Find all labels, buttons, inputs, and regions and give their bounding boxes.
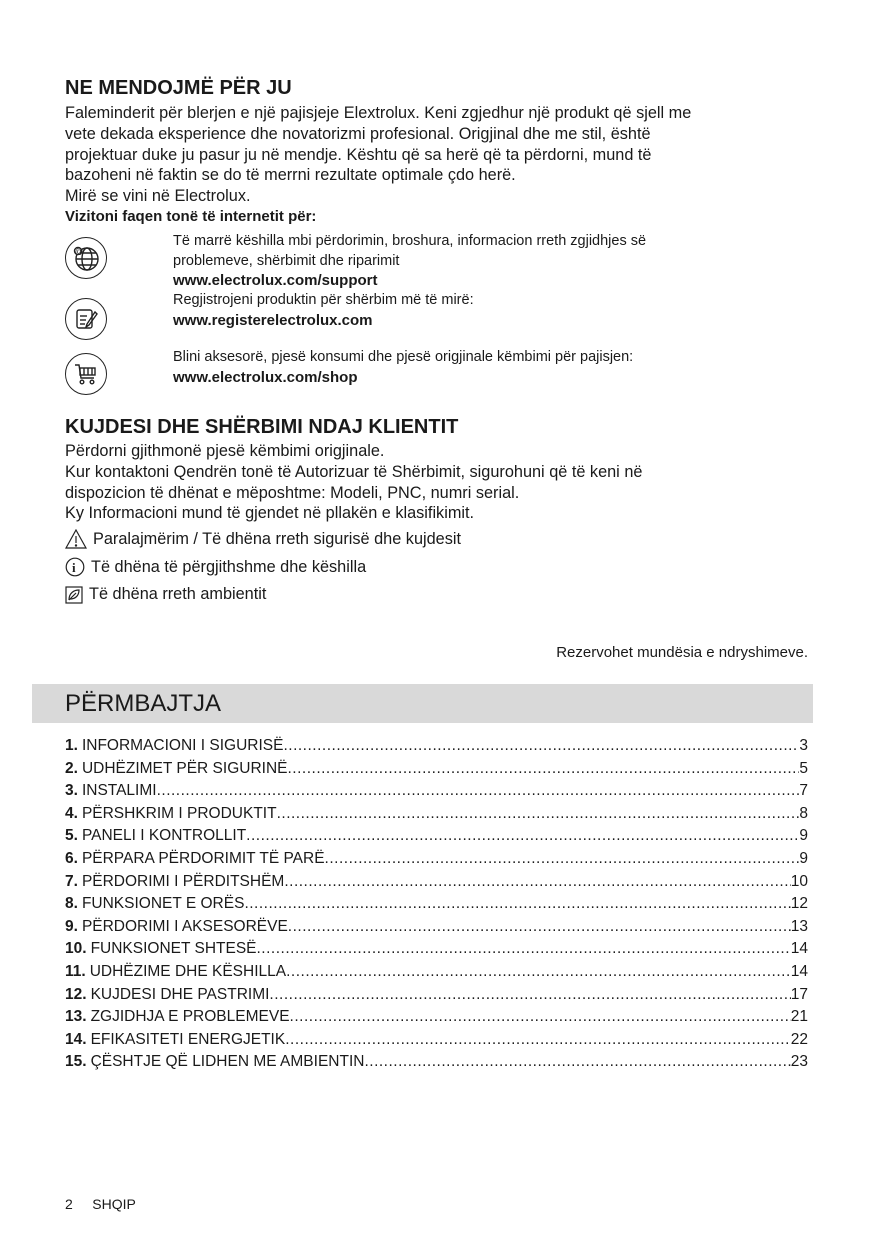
- toc-leader: [257, 938, 791, 961]
- toc-label: PËRPARA PËRDORIMIT TË PARË: [81, 849, 325, 867]
- toc-leader: [244, 893, 790, 916]
- toc-page: 14: [790, 940, 808, 958]
- toc-leader: [269, 984, 790, 1007]
- symbol-warning: [65, 529, 461, 549]
- register-url[interactable]: www.registerelectrolux.com: [173, 311, 373, 329]
- toc-number: 9.: [65, 917, 78, 935]
- toc-page: 13: [790, 917, 808, 935]
- change-notice: Rezervohet mundësia e ndryshimeve.: [556, 644, 808, 661]
- toc-leader: [325, 848, 800, 871]
- toc-leader: [286, 961, 791, 984]
- toc-number: 14.: [65, 1030, 87, 1048]
- toc-label: INSTALIMI: [81, 782, 157, 800]
- toc-label: UDHËZIMET PËR SIGURINË: [81, 759, 288, 777]
- care-line: Ky Informacioni mund të gjendet në pllakën e klasifikimit.: [65, 504, 475, 523]
- toc-page: 21: [790, 1008, 808, 1026]
- toc-label: KUJDESI DHE PASTRIMI: [90, 985, 270, 1003]
- toc-page: 12: [790, 895, 808, 913]
- toc-number: 13.: [65, 1008, 87, 1026]
- toc-number: 11.: [65, 962, 86, 980]
- care-heading: KUJDESI DHE SHËRBIMI NDAJ KLIENTIT: [65, 416, 459, 438]
- toc-entry[interactable]: [65, 984, 808, 1007]
- language-label: SHQIP: [92, 1196, 136, 1212]
- toc-label: FUNKSIONET SHTESË: [90, 940, 257, 958]
- toc-leader: [277, 803, 800, 826]
- toc-label: UDHËZIME DHE KËSHILLA: [89, 962, 287, 980]
- toc-page: 17: [790, 985, 808, 1003]
- intro-line: vete dekada eksperience dhe novatorizmi profesional. Origjinal dhe me stil, është: [65, 124, 651, 143]
- toc-label: ZGJIDHJA E PROBLEMEVE: [90, 1008, 290, 1026]
- svg-text:@: @: [75, 247, 84, 256]
- toc-number: 6.: [65, 849, 78, 867]
- symbol-text: Të dhëna rreth ambientit: [89, 585, 267, 603]
- care-line: Përdorni gjithmonë pjesë këmbimi origjinale.: [65, 442, 385, 460]
- toc-page: 8: [799, 804, 808, 822]
- toc-page: 23: [790, 1053, 808, 1071]
- toc-label: PËRDORIMI I PËRDITSHËM: [81, 872, 285, 890]
- toc-number: 4.: [65, 804, 78, 822]
- toc-page: 14: [790, 962, 808, 980]
- link-desc: Të marrë këshilla mbi përdorimin, broshura, informacion rreth zgjidhjes së: [173, 233, 647, 249]
- toc-label: INFORMACIONI I SIGURISË: [81, 737, 284, 754]
- care-line: dispozicion të dhënat e mëposhtme: Modeli, PNC, numri serial.: [65, 483, 520, 502]
- toc-entry[interactable]: [65, 1029, 808, 1052]
- toc-page: 5: [799, 759, 808, 777]
- page-footer: [65, 1196, 136, 1212]
- toc-entry[interactable]: [65, 961, 808, 984]
- toc-leader: [288, 916, 791, 939]
- toc-page: 10: [790, 872, 808, 890]
- intro-text: [65, 103, 805, 228]
- toc-entry[interactable]: [65, 758, 808, 781]
- toc-leader: [285, 1029, 791, 1052]
- toc-leader: [246, 825, 799, 848]
- toc-entry[interactable]: [65, 825, 808, 848]
- visit-label: Vizitoni faqen tonë të internetit për:: [65, 207, 317, 225]
- toc-entry[interactable]: [65, 1006, 808, 1029]
- toc-number: 7.: [65, 872, 78, 890]
- link-desc: problemeve, shërbimit dhe riparimit: [173, 252, 400, 269]
- toc-number: 3.: [65, 782, 78, 800]
- toc-page: 22: [790, 1030, 808, 1048]
- toc-leader: [364, 1051, 790, 1074]
- toc-number: 1.: [65, 737, 78, 754]
- toc-number: 15.: [65, 1053, 87, 1071]
- toc-page: 9: [799, 849, 808, 867]
- toc-entry[interactable]: [65, 871, 808, 894]
- info-icon: [65, 557, 85, 577]
- toc-label: ÇËSHTJE QË LIDHEN ME AMBIENTIN: [90, 1053, 365, 1071]
- toc-number: 10.: [65, 940, 87, 958]
- toc-header: [32, 684, 813, 723]
- toc-page: 9: [799, 827, 808, 845]
- toc-title: PËRMBAJTJA: [65, 690, 222, 717]
- toc-entry[interactable]: [65, 1051, 808, 1074]
- support-url[interactable]: www.electrolux.com/support: [173, 272, 378, 289]
- care-text: [65, 441, 805, 524]
- toc-leader: [290, 1006, 791, 1029]
- toc-label: PËRSHKRIM I PRODUKTIT: [81, 804, 277, 822]
- link-desc: Regjistrojeni produktin për shërbim më të mirë:: [173, 292, 474, 308]
- svg-text:i: i: [72, 560, 76, 575]
- toc-label: FUNKSIONET E ORËS: [81, 895, 245, 913]
- link-desc: Blini aksesorë, pjesë konsumi dhe pjesë origjinale këmbimi për pajisjen:: [173, 349, 634, 365]
- toc-page: 3: [799, 737, 808, 754]
- toc-entry[interactable]: [65, 848, 808, 871]
- intro-line: projektuar duke ju pasur ju në mendje. Kështu që sa herë që ta përdorni, mund të: [65, 145, 652, 164]
- toc-entry[interactable]: [65, 735, 808, 758]
- toc-entry[interactable]: [65, 803, 808, 826]
- link-register: [173, 291, 793, 330]
- toc-entry[interactable]: [65, 916, 808, 939]
- leaf-icon: [65, 586, 83, 604]
- shop-url[interactable]: www.electrolux.com/shop: [173, 368, 358, 386]
- care-line: Kur kontaktoni Qendrën tonë të Autorizuar të Shërbimit, sigurohuni që të keni në: [65, 462, 643, 481]
- page-number: 2: [65, 1196, 73, 1212]
- symbol-text: Paralajmërim / Të dhëna rreth sigurisë dhe kujdesit: [93, 529, 462, 548]
- toc-page: 7: [799, 782, 808, 800]
- toc-leader: [284, 871, 790, 894]
- toc-entry[interactable]: [65, 893, 808, 916]
- toc-leader: [157, 780, 800, 803]
- intro-line: Faleminderit për blerjen e një pajisjeje Elextrolux. Keni zgjedhur një produkt që sjell me: [65, 104, 692, 122]
- intro-line: Mirë se vini në Electrolux.: [65, 187, 251, 206]
- toc-label: PANELI I KONTROLLIT: [81, 827, 247, 845]
- register-document-icon: [65, 298, 107, 340]
- toc-number: 8.: [65, 895, 78, 913]
- symbol-info: [65, 557, 366, 577]
- symbol-environment: [65, 585, 266, 604]
- symbol-text: Të dhëna të përgjithshme dhe këshilla: [91, 557, 367, 576]
- table-of-contents: [65, 735, 808, 1074]
- toc-number: 2.: [65, 759, 78, 777]
- globe-at-icon: [65, 237, 107, 279]
- toc-label: EFIKASITETI ENERGJETIK: [90, 1030, 286, 1048]
- toc-leader: [287, 758, 799, 781]
- link-support: [173, 232, 793, 291]
- warning-icon: [65, 529, 87, 549]
- link-shop: [173, 348, 793, 387]
- toc-entry[interactable]: [65, 780, 808, 803]
- intro-heading: NE MENDOJMË PËR JU: [65, 77, 292, 99]
- toc-number: 12.: [65, 985, 87, 1003]
- shopping-cart-icon: [65, 353, 107, 395]
- toc-number: 5.: [65, 827, 78, 845]
- intro-line: bazoheni në faktin se do të merrni rezultate optimale çdo herë.: [65, 166, 516, 185]
- toc-entry[interactable]: [65, 938, 808, 961]
- toc-label: PËRDORIMI I AKSESORËVE: [81, 917, 288, 935]
- toc-leader: [283, 735, 799, 758]
